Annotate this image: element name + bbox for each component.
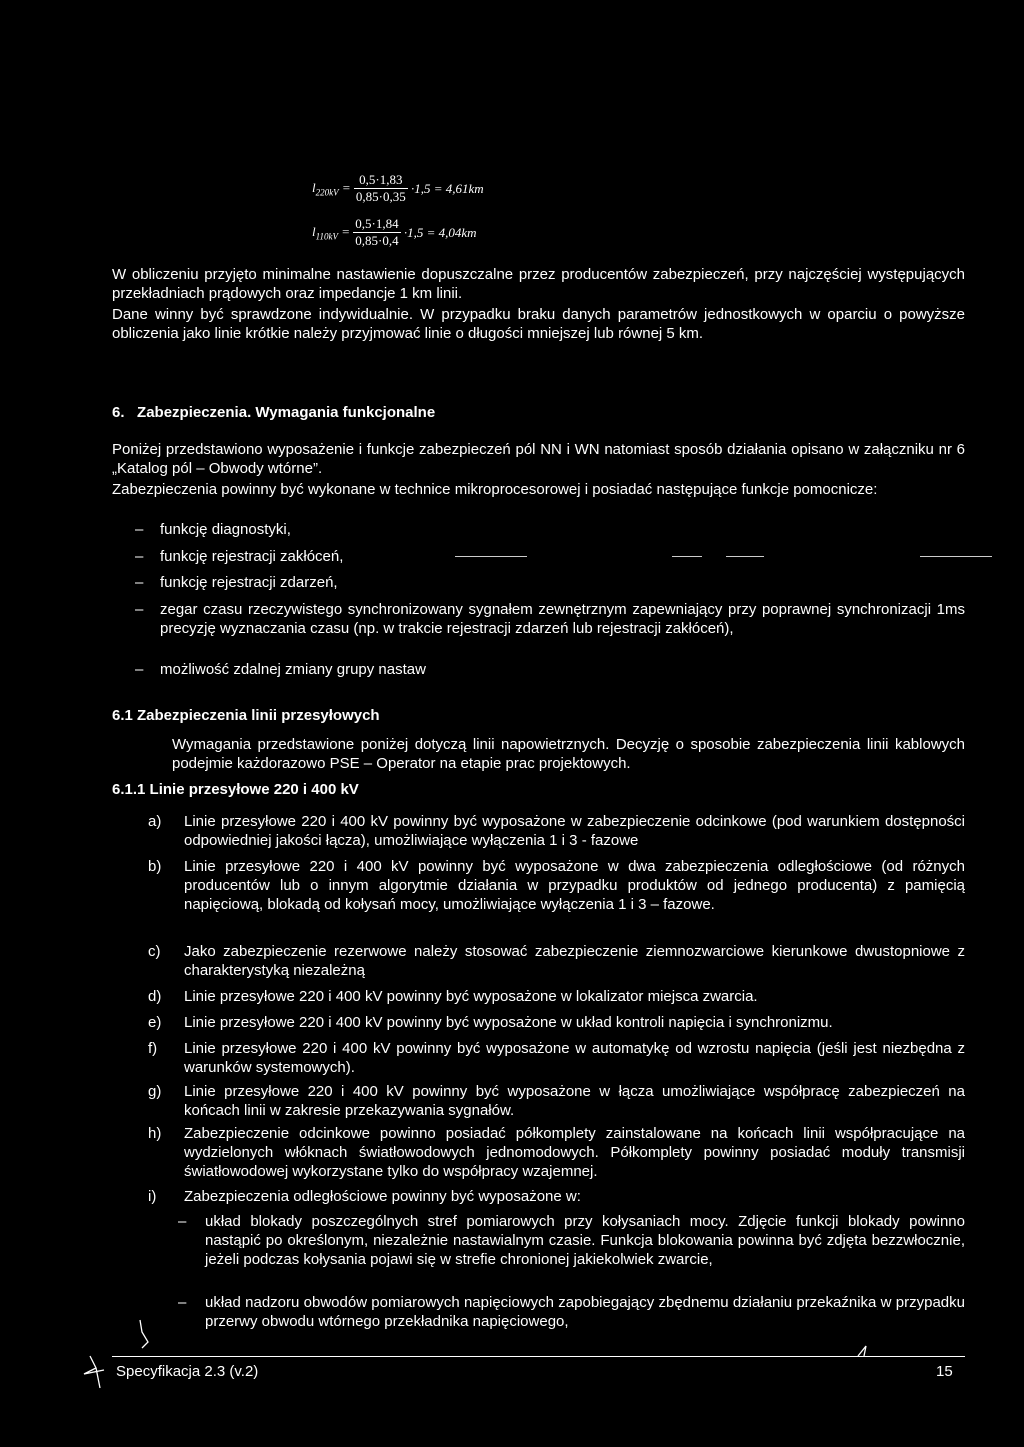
- dash-marker: –: [178, 1294, 187, 1311]
- list-item-b: b) Linie przesyłowe 220 i 400 kV powinny być wyposażone w dwa zabezpieczenia odległościowe (od różnych producentów lub o innym algorytmie działania w przypadku produktów od jednego producenta) z pamięcią napięciową, blokadą od kołysań mocy, umożliwiające wyłączenia 1 i 3 – fazowe.: [148, 858, 965, 913]
- section-6-heading: [112, 403, 435, 422]
- scan-artifact-line: [726, 556, 764, 557]
- list-item-f: f) Linie przesyłowe 220 i 400 kV powinny być wyposażone w automatykę od wzrostu napięcia (jeśli jest niezbędna z warunków systemowych).: [148, 1040, 965, 1076]
- sub-item: – układ nadzoru obwodów pomiarowych napięciowych zapobiegający zbędnemu działaniu przekaźnika w przypadku przerwy obwodu wtórnego przekładnika napięciowego,: [178, 1294, 965, 1330]
- section-6-1-1-heading: 6.1.1 Linie przesyłowe 220 i 400 kV: [112, 781, 359, 798]
- dash-marker: –: [135, 521, 144, 538]
- bullet-item: – funkcję rejestracji zdarzeń,: [135, 574, 338, 591]
- scan-artifact-line: [455, 556, 527, 557]
- dash-marker: –: [135, 548, 144, 565]
- dash-marker: –: [135, 574, 144, 591]
- formula-label: $l_{220kV}$ =: [312, 179, 351, 198]
- list-item-d: d) Linie przesyłowe 220 i 400 kV powinny być wyposażone w lokalizator miejsca zwarcia.: [148, 988, 758, 1005]
- dash-marker: –: [135, 601, 144, 618]
- dash-marker: –: [178, 1213, 187, 1230]
- formula-fraction: $\frac{0,5\cdot 1,83}{0,85\cdot 0,35}$: [355, 172, 406, 204]
- footer-page-number: 15: [936, 1363, 953, 1380]
- formula-110kv: [312, 216, 477, 249]
- list-item-e: e) Linie przesyłowe 220 i 400 kV powinny być wyposażone w układ kontroli napięcia i synchronizmu.: [148, 1014, 833, 1031]
- formula-label: $l_{110kV}$ =: [312, 223, 350, 242]
- section-title: Zabezpieczenia. Wymagania funkcjonalne: [137, 404, 436, 421]
- section-number: 6.: [112, 404, 125, 421]
- footer-spec: Specyfikacja 2.3 (v.2): [116, 1363, 259, 1380]
- handwritten-initial-mark: [76, 1352, 116, 1392]
- section-6-1-heading: 6.1 Zabezpieczenia linii przesyłowych: [112, 707, 380, 724]
- formula-result: ·1,5 = 4,04km: [403, 224, 477, 240]
- bullet-item: – możliwość zdalnej zmiany grupy nastaw: [135, 661, 426, 678]
- list-item-h: h) Zabezpieczenie odcinkowe powinno posiadać półkomplety zainstalowane na końcach linii współpracujące na wydzielonych włóknach światłowodowych jednomodowych. Półkomplety powinny posiadać moduły transmisji światłowodowej wykorzystane tylko do współpracy wzajemnej.: [148, 1125, 965, 1180]
- bullet-item: – funkcję rejestracji zakłóceń,: [135, 548, 344, 565]
- section-6-1-paragraph: Wymagania przedstawione poniżej dotyczą linii napowietrznych. Decyzję o sposobie zabezpieczenia linii kablowych podejmie każdorazowo PSE – Operator na etapie prac projektowych.: [172, 736, 965, 772]
- bullet-item: – funkcję diagnostyki,: [135, 521, 291, 538]
- scan-artifact-line: [672, 556, 702, 557]
- list-item-c: c) Jako zabezpieczenie rezerwowe należy stosować zabezpieczenie ziemnozwarciowe kierunkowe dwustopniowe z charakterystyką niezależną: [148, 943, 965, 979]
- section-6-paragraph-1: Poniżej przedstawiono wyposażenie i funkcje zabezpieczeń pól NN i WN natomiast sposób działania opisano w załączniku nr 6 „Katalog pól – Obwody wtórne”.: [112, 441, 965, 477]
- list-item-g: g) Linie przesyłowe 220 i 400 kV powinny być wyposażone w łącza umożliwiające współpracę zabezpieczeń na końcach linii w zakresie przekazywania sygnałów.: [148, 1083, 965, 1119]
- formula-result: ·1,5 = 4,61km: [411, 180, 484, 196]
- list-item-a: a) Linie przesyłowe 220 i 400 kV powinny być wyposażone w zabezpieczenie odcinkowe (pod warunkiem dostępności odpowiedniej jakości łącza), umożliwiające wyłączenia 1 i 3 - fazowe: [148, 813, 965, 849]
- bullet-item: – zegar czasu rzeczywistego synchronizowany sygnałem zewnętrznym zapewniający przy poprawnej synchronizacji 1ms precyzję wyznaczania czasu (np. w trakcie rejestracji zdarzeń lub rejestracji zakłóceń),: [135, 601, 965, 637]
- data-paragraph: Dane winny być sprawdzone indywidualnie. W przypadku braku danych parametrów jednostkowych w oparciu o powyższe obliczenia jako linie krótkie należy przyjmować linie o długości mniejszej lub równej 5 km.: [112, 306, 965, 342]
- formula-fraction: $\frac{0,5\cdot 1,84}{0,85\cdot 0,4}$: [355, 216, 399, 248]
- dash-marker: –: [135, 661, 144, 678]
- section-6-paragraph-2: Zabezpieczenia powinny być wykonane w technice mikroprocesorowej i posiadać następujące funkcje pomocnicze:: [112, 481, 878, 498]
- intro-paragraph: W obliczeniu przyjęto minimalne nastawienie dopuszczalne przez producentów zabezpieczeń, przy najczęściej występujących przekładniach prądowych oraz impedancje 1 km linii.: [112, 266, 965, 302]
- sub-item: – układ blokady poszczególnych stref pomiarowych przy kołysaniach mocy. Zdjęcie funkcji blokady powinno nastąpić po określonym, niezależnie nastawialnym czasie. Funkcja blokowania powinna być zdjęta bezzwłocznie, jeżeli podczas kołysania pojawi się w strefie chronionej jakiekolwiek zwarcie,: [178, 1213, 965, 1268]
- handwritten-initial-mark: [136, 1318, 158, 1352]
- scan-artifact-line: [920, 556, 992, 557]
- formula-220kv: [312, 172, 484, 205]
- footer-divider: [112, 1356, 965, 1357]
- list-item-i: i) Zabezpieczenia odległościowe powinny być wyposażone w:: [148, 1188, 581, 1205]
